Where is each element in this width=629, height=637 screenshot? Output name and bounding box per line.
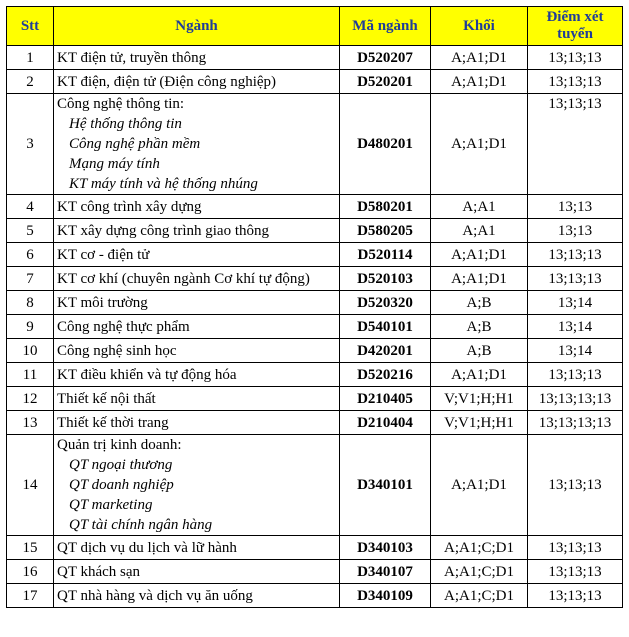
- cell-nganh: [54, 584, 340, 608]
- table-row: [7, 267, 623, 291]
- sub-major: QT ngoại thương: [69, 457, 173, 473]
- nganh-label: KT môi trường: [57, 294, 148, 311]
- cell-stt: 13: [7, 411, 54, 435]
- cell-diem: 13;13;13: [528, 243, 623, 267]
- cell-ma-nganh: D580201: [340, 195, 431, 219]
- cell-nganh: [54, 560, 340, 584]
- cell-ma-nganh: D540101: [340, 315, 431, 339]
- cell-diem: 13;13;13: [528, 435, 623, 536]
- cell-nganh: [54, 411, 340, 435]
- admission-table: [6, 6, 623, 608]
- nganh-label: KT xây dựng công trình giao thông: [57, 222, 269, 239]
- cell-nganh: [54, 363, 340, 387]
- header-khoi: Khối: [431, 7, 528, 46]
- cell-khoi: V;V1;H;H1: [431, 387, 528, 411]
- sub-major: Mạng máy tính: [69, 156, 160, 172]
- nganh-label: Thiết kế thời trang: [57, 414, 169, 431]
- nganh-label: KT công trình xây dựng: [57, 198, 202, 215]
- cell-diem: 13;13;13;13: [528, 387, 623, 411]
- cell-nganh: [54, 291, 340, 315]
- cell-stt: 16: [7, 560, 54, 584]
- table-row: [7, 435, 623, 536]
- cell-stt: 11: [7, 363, 54, 387]
- cell-stt: 12: [7, 387, 54, 411]
- cell-ma-nganh: D210405: [340, 387, 431, 411]
- cell-khoi: A;A1;C;D1: [431, 536, 528, 560]
- cell-khoi: A;A1: [431, 195, 528, 219]
- table-row: [7, 584, 623, 608]
- nganh-label: Công nghệ sinh học: [57, 342, 177, 359]
- sub-major: KT máy tính và hệ thống nhúng: [69, 176, 258, 192]
- cell-diem: 13;14: [528, 291, 623, 315]
- sub-major: QT tài chính ngân hàng: [69, 517, 213, 533]
- header-diem: Điểm xét tuyển: [528, 7, 623, 46]
- cell-diem: 13;13;13: [528, 560, 623, 584]
- cell-nganh: [54, 536, 340, 560]
- cell-khoi: A;A1;C;D1: [431, 584, 528, 608]
- table-row: [7, 411, 623, 435]
- cell-khoi: A;A1;C;D1: [431, 560, 528, 584]
- header-nganh: Ngành: [54, 7, 340, 46]
- table-row: [7, 195, 623, 219]
- table-row: [7, 291, 623, 315]
- sub-major: QT doanh nghiệp: [69, 477, 174, 493]
- header-ma-nganh: Mã ngành: [340, 7, 431, 46]
- sub-major: QT marketing: [69, 497, 153, 513]
- nganh-label: KT điện, điện tử (Điện công nghiệp): [57, 73, 277, 90]
- cell-khoi: A;A1;D1: [431, 46, 528, 70]
- cell-stt: 1: [7, 46, 54, 70]
- cell-ma-nganh: D520216: [340, 363, 431, 387]
- cell-ma-nganh: D520114: [340, 243, 431, 267]
- cell-khoi: A;A1;D1: [431, 363, 528, 387]
- cell-nganh: [54, 219, 340, 243]
- cell-nganh: [54, 315, 340, 339]
- cell-khoi: V;V1;H;H1: [431, 411, 528, 435]
- cell-nganh: [54, 387, 340, 411]
- nganh-label: QT khách sạn: [57, 563, 141, 580]
- sub-major: Hệ thống thông tin: [69, 116, 182, 132]
- nganh-label: QT dịch vụ du lịch và lữ hành: [57, 539, 237, 556]
- cell-stt: 17: [7, 584, 54, 608]
- cell-stt: 10: [7, 339, 54, 363]
- cell-ma-nganh: D340107: [340, 560, 431, 584]
- cell-diem: 13;13: [528, 219, 623, 243]
- cell-stt: 15: [7, 536, 54, 560]
- table-row: [7, 363, 623, 387]
- cell-ma-nganh: D340109: [340, 584, 431, 608]
- table-row: [7, 46, 623, 70]
- table-row: [7, 70, 623, 94]
- cell-nganh: [54, 195, 340, 219]
- nganh-label: Công nghệ thông tin:: [57, 96, 185, 112]
- cell-nganh: [54, 46, 340, 70]
- cell-ma-nganh: D210404: [340, 411, 431, 435]
- table-row: [7, 560, 623, 584]
- cell-ma-nganh: D520201: [340, 70, 431, 94]
- table-row: [7, 315, 623, 339]
- cell-nganh: [54, 435, 340, 536]
- cell-diem: 13;13;13: [528, 46, 623, 70]
- nganh-label: KT cơ - điện tử: [57, 246, 150, 263]
- cell-stt: 2: [7, 70, 54, 94]
- cell-diem: 13;13;13;13: [528, 411, 623, 435]
- cell-diem: 13;14: [528, 315, 623, 339]
- table-body: [7, 46, 623, 608]
- nganh-label: KT cơ khí (chuyên ngành Cơ khí tự động): [57, 270, 310, 287]
- nganh-label: KT điện tử, truyền thông: [57, 49, 207, 66]
- cell-ma-nganh: D340101: [340, 435, 431, 536]
- cell-diem: 13;13;13: [528, 536, 623, 560]
- nganh-label: KT điều khiển và tự động hóa: [57, 366, 237, 383]
- cell-stt: 5: [7, 219, 54, 243]
- cell-ma-nganh: D520207: [340, 46, 431, 70]
- sub-major: Công nghệ phần mềm: [69, 136, 201, 152]
- cell-khoi: A;B: [431, 291, 528, 315]
- cell-stt: 14: [7, 435, 54, 536]
- cell-stt: 7: [7, 267, 54, 291]
- table-row: [7, 219, 623, 243]
- table-row: [7, 94, 623, 195]
- cell-ma-nganh: D420201: [340, 339, 431, 363]
- cell-nganh: [54, 243, 340, 267]
- cell-khoi: A;A1;D1: [431, 94, 528, 195]
- cell-stt: 3: [7, 94, 54, 195]
- nganh-label: QT nhà hàng và dịch vụ ăn uống: [57, 587, 253, 604]
- cell-stt: 6: [7, 243, 54, 267]
- cell-diem: 13;13;13: [528, 94, 623, 195]
- cell-ma-nganh: D520103: [340, 267, 431, 291]
- header-row: [7, 7, 623, 46]
- cell-diem: 13;13;13: [528, 363, 623, 387]
- cell-khoi: A;A1;D1: [431, 435, 528, 536]
- cell-stt: 9: [7, 315, 54, 339]
- cell-diem: 13;14: [528, 339, 623, 363]
- cell-diem: 13;13;13: [528, 267, 623, 291]
- table-row: [7, 387, 623, 411]
- cell-khoi: A;A1;D1: [431, 243, 528, 267]
- cell-nganh: [54, 94, 340, 195]
- cell-khoi: A;A1: [431, 219, 528, 243]
- cell-diem: 13;13;13: [528, 70, 623, 94]
- cell-stt: 4: [7, 195, 54, 219]
- table-row: [7, 243, 623, 267]
- cell-nganh: [54, 267, 340, 291]
- cell-khoi: A;A1;D1: [431, 267, 528, 291]
- cell-diem: 13;13;13: [528, 584, 623, 608]
- cell-ma-nganh: D580205: [340, 219, 431, 243]
- cell-nganh: [54, 70, 340, 94]
- cell-stt: 8: [7, 291, 54, 315]
- cell-ma-nganh: D480201: [340, 94, 431, 195]
- cell-khoi: A;B: [431, 315, 528, 339]
- cell-ma-nganh: D520320: [340, 291, 431, 315]
- cell-ma-nganh: D340103: [340, 536, 431, 560]
- cell-nganh: [54, 339, 340, 363]
- nganh-label: Quản trị kinh doanh:: [57, 437, 182, 453]
- cell-khoi: A;A1;D1: [431, 70, 528, 94]
- nganh-label: Công nghệ thực phẩm: [57, 318, 190, 335]
- cell-khoi: A;B: [431, 339, 528, 363]
- table-row: [7, 536, 623, 560]
- header-stt: Stt: [7, 7, 54, 46]
- nganh-label: Thiết kế nội thất: [57, 390, 156, 407]
- table-row: [7, 339, 623, 363]
- cell-diem: 13;13: [528, 195, 623, 219]
